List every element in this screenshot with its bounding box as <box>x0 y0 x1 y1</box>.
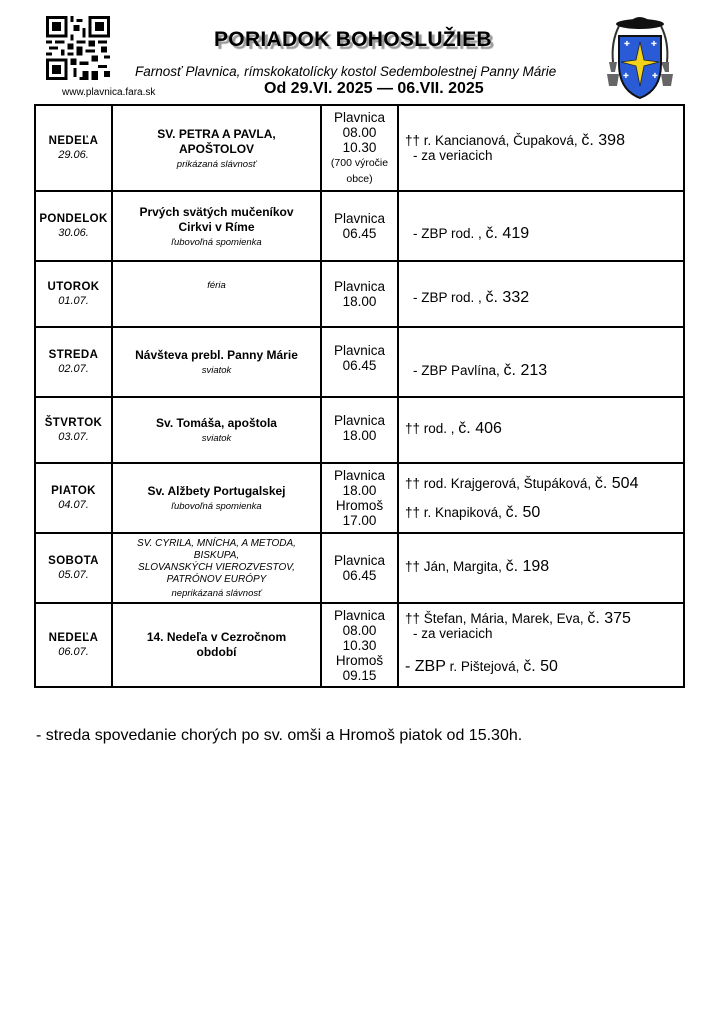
feast-name: SV. CYRILA, MNÍCHA, A METODA, <box>137 537 296 549</box>
feast-cell <box>112 105 321 191</box>
intention-text: - ZBP rod. , <box>413 289 486 305</box>
place-time-cell <box>321 463 398 533</box>
day-date: 06.07. <box>58 646 89 658</box>
feast-cell <box>112 397 321 463</box>
schedule-row <box>35 327 684 397</box>
day-date: 29.06. <box>58 149 89 161</box>
day-name: ŠTVRTOK <box>44 417 103 429</box>
feast-cell <box>112 261 321 327</box>
house-number: č. 375 <box>587 609 631 627</box>
place-time-line: 06.45 <box>342 358 377 373</box>
place-time-cell <box>321 397 398 463</box>
place-note: (700 výročie <box>330 156 389 169</box>
feast-name: PATRÓNOV EURÓPY <box>166 573 267 585</box>
house-number: č. 398 <box>581 132 625 149</box>
place-time-line: Plavnica <box>333 553 386 568</box>
intention-prefix: - ZBP <box>405 657 446 675</box>
schedule-row <box>35 463 684 533</box>
schedule-row <box>35 397 684 463</box>
day-cell <box>35 533 112 603</box>
schedule-row <box>35 191 684 261</box>
svg-text:✚: ✚ <box>652 72 658 80</box>
feast-name: Sv. Alžbety Portugalskej <box>147 484 286 498</box>
intention-cell <box>398 261 684 327</box>
day-name: STREDA <box>48 349 99 361</box>
schedule-row <box>35 261 684 327</box>
day-cell <box>35 261 112 327</box>
intention-line <box>399 611 683 626</box>
place-time-line: 06.45 <box>342 568 377 583</box>
feast-rank: sviatok <box>201 433 232 444</box>
place-time-line: Plavnica <box>333 343 386 358</box>
schedule-table <box>34 104 685 688</box>
intention-cell <box>398 191 684 261</box>
place-time-line: 18.00 <box>342 483 377 498</box>
intention-prefix: †† <box>405 420 421 436</box>
place-time-line: 06.45 <box>342 226 377 241</box>
intention-text: - za veriacich <box>413 625 493 641</box>
place-time-line: Plavnica <box>333 211 386 226</box>
intention-text: rod. Krajgerová, Štupáková, <box>420 476 595 491</box>
place-time-line: Plavnica <box>333 413 386 428</box>
place-time-line: 17.00 <box>342 513 377 528</box>
feast-rank: neprikázaná slávnosť <box>171 587 262 599</box>
feast-cell <box>112 191 321 261</box>
intention-text: r. Pištejová, <box>445 658 524 674</box>
day-cell <box>35 105 112 191</box>
feast-name: Návšteva prebl. Panny Márie <box>135 348 298 362</box>
intention-prefix: †† <box>405 476 421 491</box>
feast-rank: sviatok <box>201 365 232 376</box>
feast-name: období <box>196 645 237 659</box>
place-time-line: Plavnica <box>333 109 386 125</box>
day-date: 02.07. <box>58 363 89 375</box>
intention-line <box>399 505 683 520</box>
place-time-line: Plavnica <box>333 468 386 483</box>
intention-line <box>399 626 683 641</box>
feast-cell <box>112 533 321 603</box>
place-time-line: 10.30 <box>342 139 377 155</box>
place-time-line: Hromoš <box>335 498 384 513</box>
feast-rank: ľubovoľná spomienka <box>171 236 262 248</box>
day-cell <box>35 191 112 261</box>
place-time-line: 08.00 <box>342 124 377 140</box>
house-number: č. 419 <box>485 224 530 242</box>
feast-name: BISKUPA, <box>193 549 240 561</box>
house-number: č. 504 <box>594 475 639 492</box>
intention-line <box>399 363 683 378</box>
place-time-line: Hromoš <box>335 652 384 668</box>
day-name: NEDEĽA <box>48 632 99 644</box>
intention-cell <box>398 463 684 533</box>
intention-prefix: †† <box>405 505 421 520</box>
day-date: 01.07. <box>58 295 89 307</box>
feast-cell <box>112 327 321 397</box>
intention-text: r. Knapiková, <box>420 505 506 520</box>
house-number: č. 406 <box>458 419 502 437</box>
parish-crest-icon <box>597 12 683 100</box>
intention-line <box>399 226 683 241</box>
place-time-cell <box>321 261 398 327</box>
intention-text: rod. , <box>420 420 459 436</box>
intention-text: Ján, Margita, <box>420 558 506 574</box>
qr-code-icon <box>46 16 110 80</box>
page-title: PORIADOK BOHOSLUŽIEB <box>214 28 492 51</box>
place-time-line: Plavnica <box>333 607 386 623</box>
intention-cell <box>398 397 684 463</box>
intention-cell <box>398 105 684 191</box>
feast-cell <box>112 463 321 533</box>
intention-prefix: †† <box>405 133 421 148</box>
intention-prefix: †† <box>405 610 421 626</box>
day-date: 05.07. <box>58 569 89 581</box>
day-date: 30.06. <box>58 227 89 239</box>
place-time-line: 18.00 <box>342 294 377 309</box>
footnote: - streda spovedanie chorých po sv. omši a Hromoš piatok od 15.30h. <box>36 727 523 744</box>
intention-line <box>399 476 683 491</box>
feast-name: APOŠTOLOV <box>178 141 255 156</box>
place-time-line: 18.00 <box>342 428 377 443</box>
place-time-cell <box>321 191 398 261</box>
house-number: č. 50 <box>505 504 541 521</box>
day-name: SOBOTA <box>48 555 99 567</box>
day-date: 03.07. <box>58 431 89 443</box>
place-time-line: 09.15 <box>342 667 377 683</box>
place-time-cell <box>321 105 398 191</box>
svg-text:✚: ✚ <box>651 40 657 48</box>
intention-text: r. Kancianová, Čupaková, <box>420 133 582 148</box>
intention-cell <box>398 533 684 603</box>
day-cell <box>35 397 112 463</box>
house-number: č. 332 <box>485 288 530 306</box>
feast-name: Prvých svätých mučeníkov <box>139 204 294 219</box>
place-note: obce) <box>346 172 373 185</box>
svg-text:✚: ✚ <box>624 40 630 48</box>
feast-rank: ľubovoľná spomienka <box>171 501 262 512</box>
intention-line <box>399 133 683 148</box>
feast-rank: prikázaná slávnosť <box>176 158 257 170</box>
schedule-row <box>35 105 684 191</box>
intention-cell <box>398 603 684 687</box>
feast-name: Sv. Tomáša, apoštola <box>156 416 277 430</box>
place-time-cell <box>321 533 398 603</box>
house-number: č. 198 <box>505 557 550 575</box>
intention-line <box>399 559 683 574</box>
day-name: PONDELOK <box>39 213 108 225</box>
intention-line <box>399 148 683 163</box>
place-time-line: 08.00 <box>342 622 377 638</box>
house-number: č. 50 <box>523 657 558 675</box>
day-cell <box>35 463 112 533</box>
feast-name: Cirkvi v Ríme <box>178 219 255 234</box>
house-number: č. 213 <box>503 361 548 379</box>
feast-name: SLOVANSKÝCH VIEROZVESTOV, <box>138 561 295 573</box>
place-time-cell <box>321 603 398 687</box>
feast-rank: féria <box>207 280 226 291</box>
day-cell <box>35 327 112 397</box>
place-time-cell <box>321 327 398 397</box>
day-name: NEDEĽA <box>48 135 99 147</box>
feast-cell <box>112 603 321 687</box>
intention-text: - za veriacich <box>413 148 493 163</box>
intention-text: - ZBP Pavlína, <box>413 362 504 378</box>
day-date: 04.07. <box>58 499 89 511</box>
schedule-row <box>35 533 684 603</box>
svg-text:✚: ✚ <box>623 72 629 80</box>
intention-prefix: †† <box>405 558 421 574</box>
intention-text: Štefan, Mária, Marek, Eva, <box>420 610 588 626</box>
day-name: UTOROK <box>47 281 100 293</box>
schedule-row <box>35 603 684 687</box>
feast-name: SV. PETRA A PAVLA, <box>157 126 276 141</box>
feast-name: 14. Nedeľa v Cezročnom <box>146 630 287 644</box>
website-link[interactable]: www.plavnica.fara.sk <box>62 87 156 98</box>
intention-text: - ZBP rod. , <box>413 225 486 241</box>
parish-subtitle: Farnosť Plavnica, rímskokatolícky kostol Sedembolestnej Panny Márie <box>135 64 557 79</box>
date-range: Od 29.VI. 2025 — 06.VII. 2025 <box>264 80 484 97</box>
place-time-line: 10.30 <box>342 637 377 653</box>
intention-line <box>399 290 683 305</box>
intention-line <box>399 421 683 436</box>
intention-line <box>399 659 683 674</box>
day-cell <box>35 603 112 687</box>
intention-cell <box>398 327 684 397</box>
day-name: PIATOK <box>51 485 96 497</box>
place-time-line: Plavnica <box>333 279 386 294</box>
